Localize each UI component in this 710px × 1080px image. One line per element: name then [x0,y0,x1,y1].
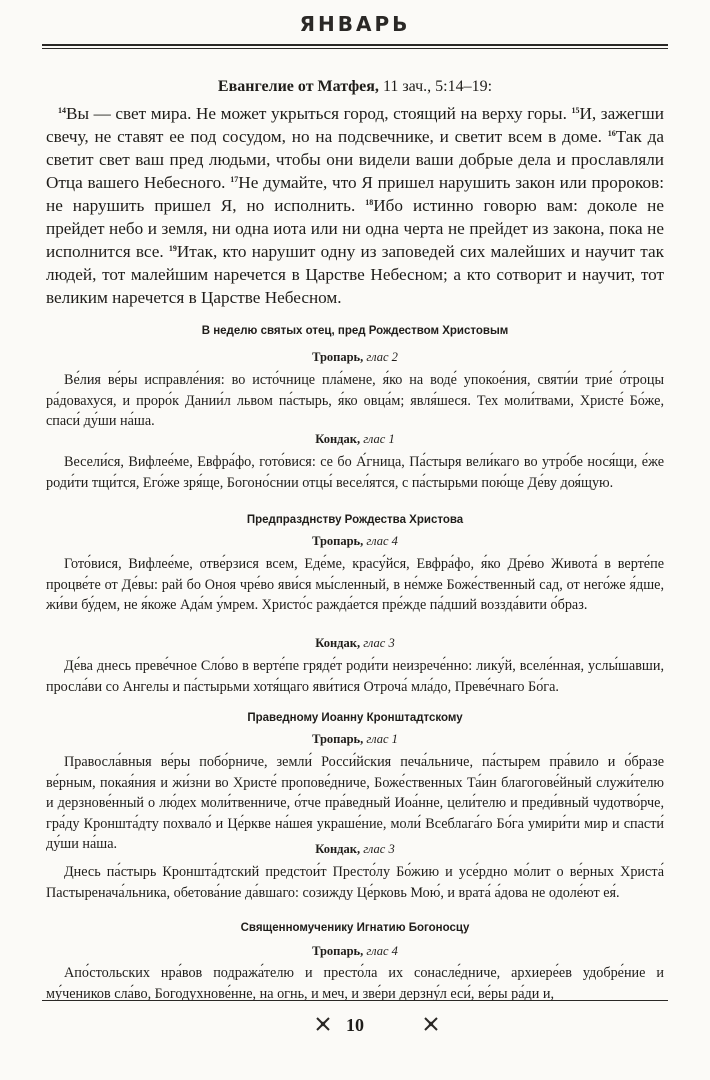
gospel-text [46,102,664,309]
verse-text: Вы — свет мира. Не может укрыться город, стоящий на верху горы. [66,104,572,123]
hymn-title [42,432,668,447]
hymn-tone: глас 4 [366,944,398,958]
gospel-reference: 11 зач., 5:14–19: [378,78,493,95]
hymn-kind: Тропарь, [312,534,364,548]
hymn-text: Днесь па́стырь Кроншта́дтский предстои́т Престо́лу Бо́жию и усе́рдно мо́лит о ве́рных Христа́ Пастыренача́льника, обетова́ние да́вшаго: созижду Це́рковь Мою́, и врата́ а́дова не одоле́ют ея́. [46,864,664,901]
verse-number: 18 [365,198,374,207]
gospel-heading [42,78,668,96]
footer-rule [42,1000,668,1001]
hymn-tone: глас 3 [363,842,395,856]
month-title: ЯНВАРЬ [299,12,411,36]
section-title: Предпразднству Рождества Христова [246,514,464,526]
page-number: 10 [346,1015,364,1035]
hymn-kind: Тропарь, [312,944,364,958]
hymn-tone: глас 3 [363,636,395,650]
cross-ornament-icon [424,1017,438,1031]
hymn-text: Гото́вися, Вифлее́ме, отве́рзися всем, Еде́ме, красу́йся, Евфра́фо, я́ко Дре́во Живота́ в верте́пе процве́те от Де́вы: рай бо Оноя чре́во яви́ся мы́сленный, в не́мже Боже́ственный сад, от него́же я́дше, жи́ви бу́дем, не я́коже Ада́м у́мрем. Христо́с ражда́ется пре́жде па́дший воззда́вити о́браз. [46,556,664,613]
verse-number: 14 [58,106,66,115]
hymn-text: Де́ва днесь преве́чное Сло́во в верте́пе гряде́т роди́ти неизрече́нно: лику́й, вселе́нная, услы́шавши, просла́ви со Ангелы и па́стырьми хотя́щаго яви́тися Отроча́ мла́до, Преве́чнаго Бо́га. [46,658,664,695]
hymn-kind: Тропарь, [312,732,364,746]
header-rule [42,44,668,46]
hymn-title [42,534,668,549]
hymn-kind: Кондак, [315,432,361,446]
hymn-kind: Кондак, [315,636,361,650]
verse-text: Итак, кто нарушит одну из заповедей сих малейших и научит так людей, тот малейшим наречется в Царстве Небесном; а кто сотворит и научит, тот великим наречется в Царстве Небесном. [46,242,664,307]
verse-number: 15 [571,106,580,115]
page-footer [42,1000,668,1040]
verse-number: 17 [230,175,239,184]
verse-number: 16 [607,129,616,138]
section-title: В неделю святых отец, пред Рождеством Христовым [201,325,509,337]
hymn-text: Правосла́вныя ве́ры побо́рниче, земли́ Росси́йския печа́льниче, па́стырем пра́вило и о́бразе ве́рным, покая́ния и жи́зни во Христе́ пропове́дниче, Боже́ственных Та́ин благогове́йный служи́телю и дерзнове́нный о лю́дех моли́твенниче, о́тче пра́ведный Иоа́нне, цели́телю и преди́вный чудотво́рче, гра́ду Кроншта́дту похвало́ и Це́ркве на́шея украше́ние, моли́ Всеблага́го Бо́га умири́ти мир и спасти́ ду́ши на́ша. [46,754,664,852]
hymn-kind: Кондак, [315,842,361,856]
hymn-tone: глас 4 [366,534,398,548]
verse-text: Ибо истинно говорю вам: доколе не прейдет небо и земля, ни одна иота или ни одна черта не прейдет из закона, пока не исполнится все. [46,196,665,261]
gospel-book: Евангелие от Матфея, [217,78,379,95]
hymn-title [42,350,668,365]
hymn-title [42,842,668,857]
running-header [42,10,668,50]
hymn-text: Весели́ся, Вифлее́ме, Евфра́фо, гото́вися: се бо А́гница, Па́стыря вели́кагo во утро́бе нося́щи, е́же роди́ти тщи́тся, Его́же зря́ще, Богоно́снии отцы́ весел́ятся, с па́стырьми пою́ще Де́ву доя́щую. [46,454,664,491]
verse-text: Так да светит свет ваш пред людьми, чтобы они видели ваши добрые дела и прославляли Отца вашего Небесного. [46,127,664,192]
header-rule-thin [42,48,668,49]
hymn-title [42,636,668,651]
section-title: Священномученику Игнатию Богоносцу [240,922,470,934]
verse-number: 19 [168,244,177,253]
hymn-text: Апо́стольских нра́вов подража́телю и престо́ла их сонасле́дниче, архиере́ев удобре́ние и му́чеников сла́во, Богодухнове́нне, на огнь, и меч, и зве́ри дерзну́л еси́, ве́ры ра́ди и, [46,965,664,1002]
hymn-text: Ве́лия ве́ры исправле́ния: во исто́чнице пла́мене, я́ко на воде́ упокое́ния, святи́и трие́ о́троцы ра́довахуся, и проро́к Дании́л львом па́стырь, я́ко овца́м; явля́шеся. Тех моли́твами, Христе́ Бо́же, спаси́ ду́ши на́ша. [46,372,664,429]
verse-text: И, зажегши свечу, не ставят ее под сосудом, но на подсвечнике, и светит всем в доме. [46,104,664,146]
section-title: Праведному Иоанну Кронштадтскому [247,712,463,724]
hymn-tone: глас 2 [366,350,398,364]
hymn-kind: Тропарь, [312,350,364,364]
verse-text: Не думайте, что Я пришел нарушить закон или пророков: не нарушить пришел Я, но исполнить. [46,173,664,215]
hymn-title [42,732,668,747]
hymn-title [42,944,668,959]
hymn-tone: глас 1 [363,432,395,446]
hymn-tone: глас 1 [366,732,398,746]
